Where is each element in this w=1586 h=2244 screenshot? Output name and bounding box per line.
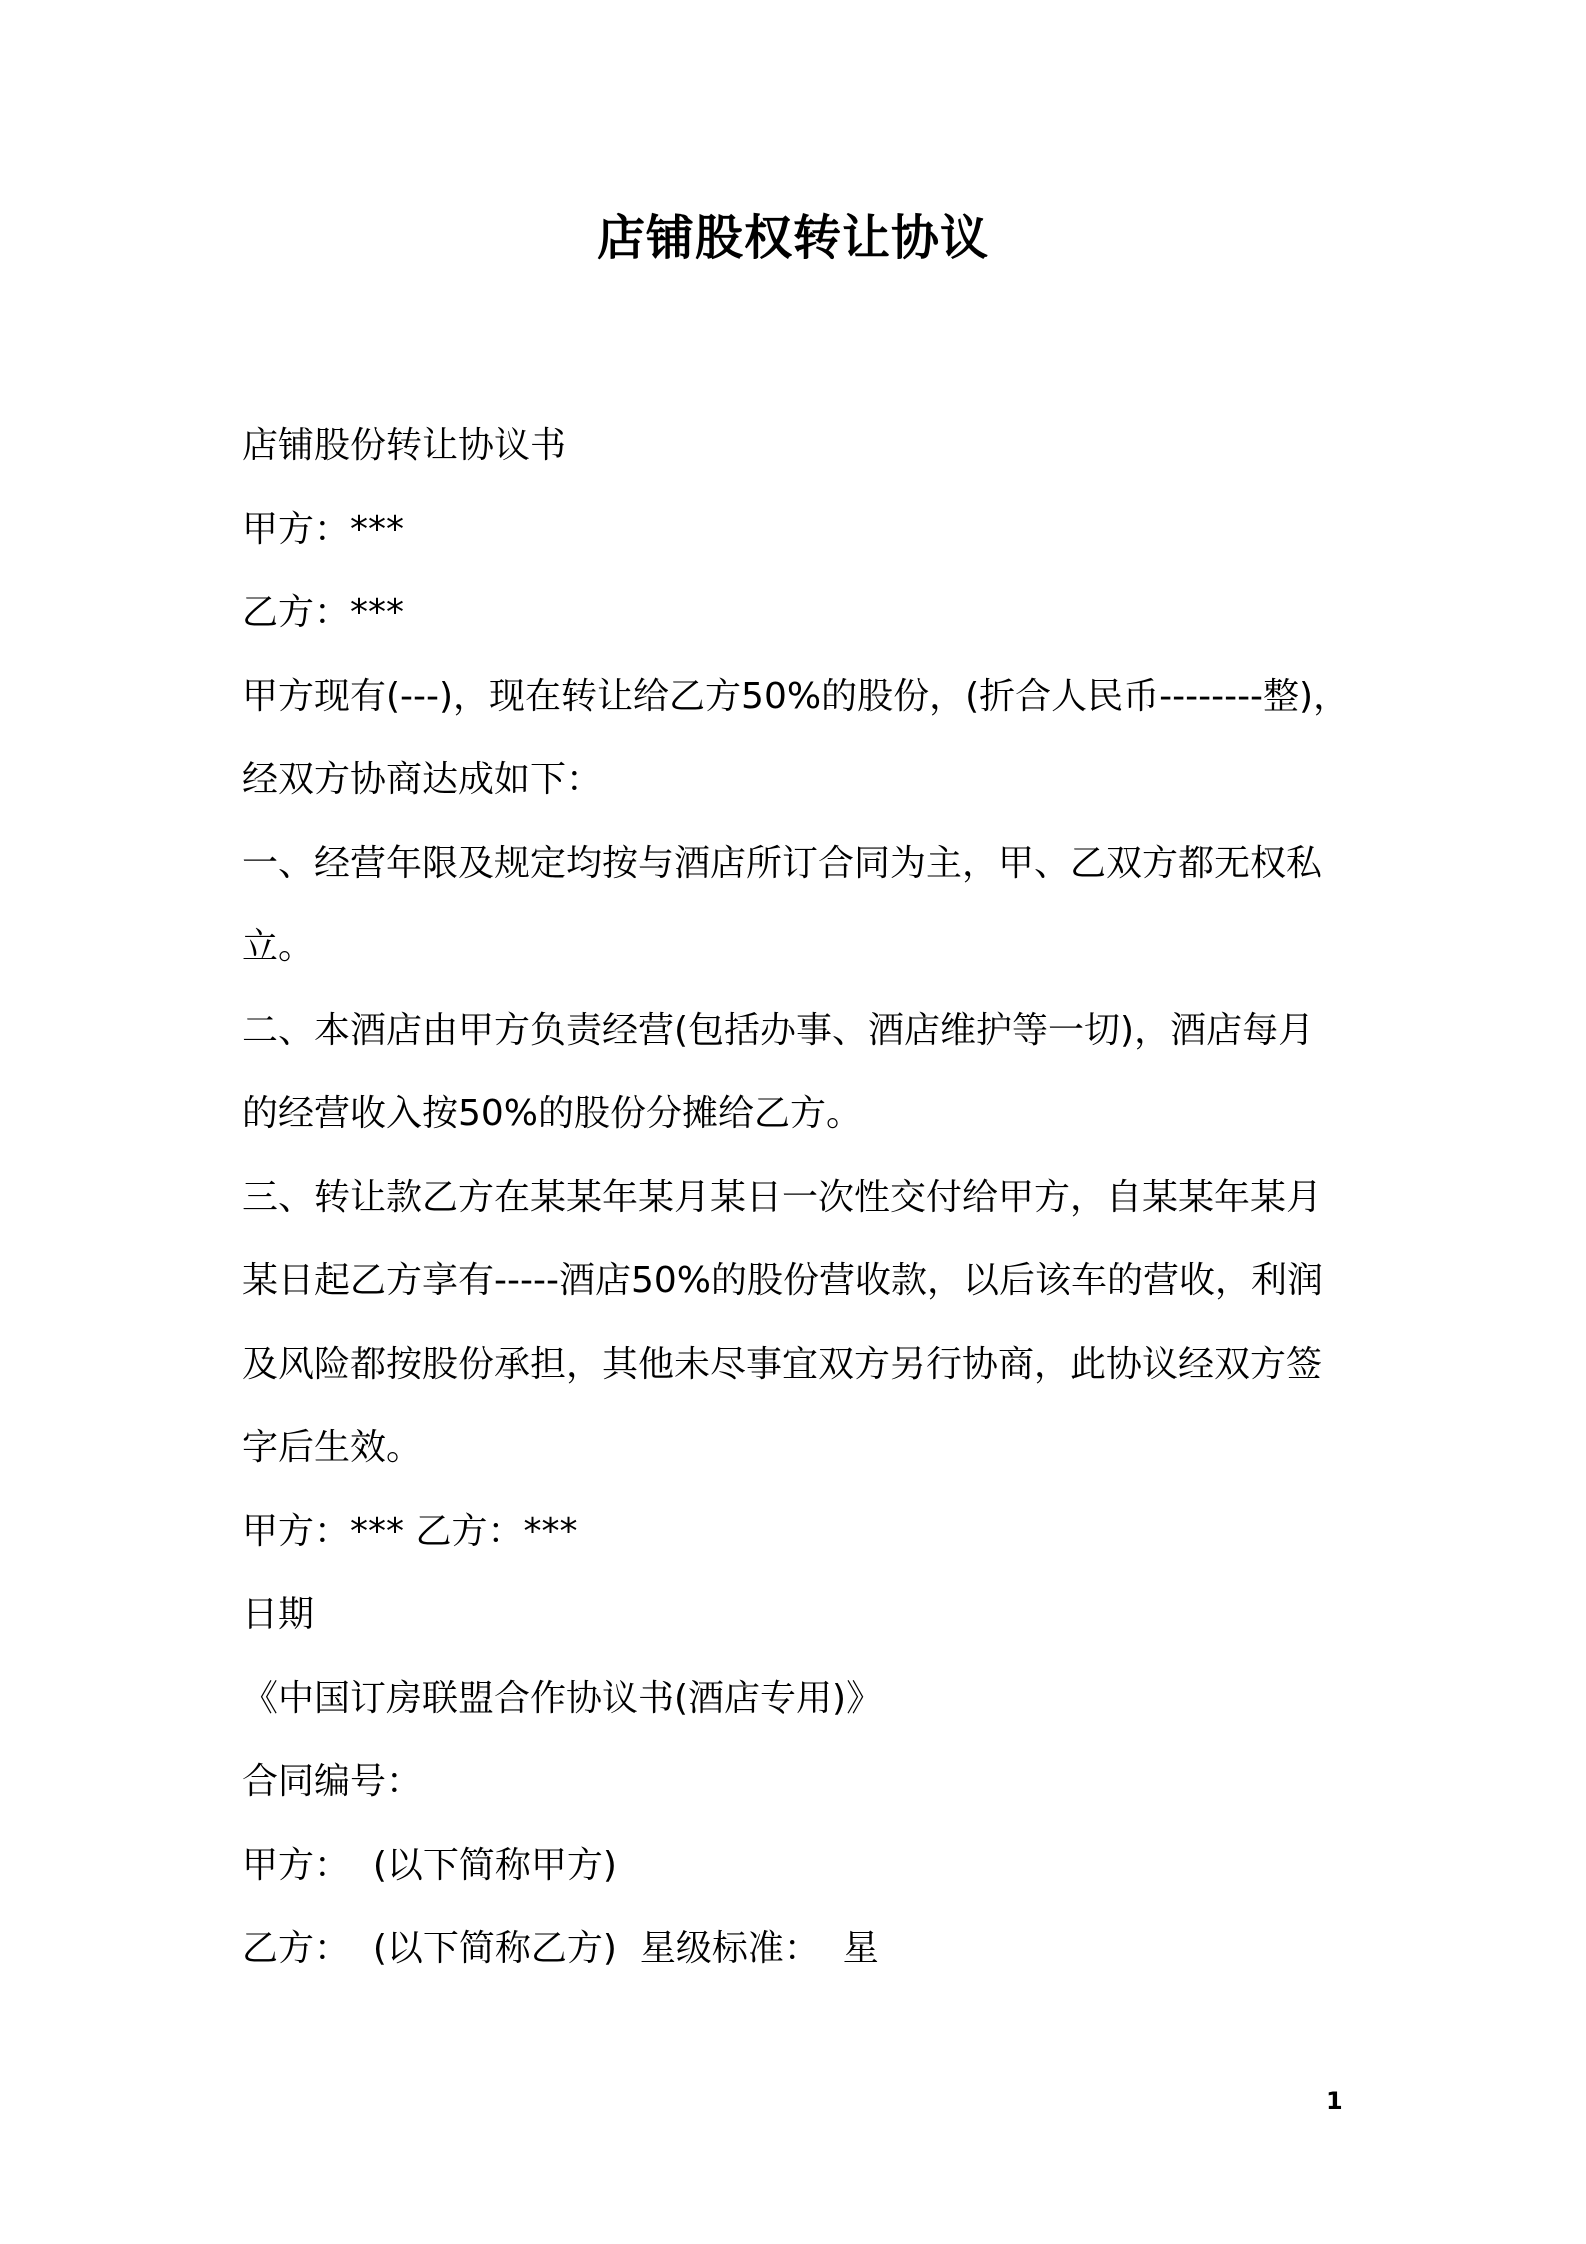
- document-title: 店铺股权转让协议: [596, 210, 989, 266]
- text-line: 甲方：***: [242, 508, 405, 550]
- text-line: 二、本酒店由甲方负责经营(包括办事、酒店维护等一切)，酒店每月: [242, 1009, 1315, 1051]
- text-line: 甲方：*** 乙方：***: [242, 1510, 578, 1552]
- document-body: [242, 404, 1352, 1991]
- text-line: 合同编号：: [242, 1761, 423, 1802]
- text-line: 日期: [242, 1594, 315, 1635]
- text-line: 某日起乙方享有-----酒店50%的股份营收款，以后该车的营收，利润: [242, 1260, 1323, 1301]
- text-line: 及风险都按股份承担，其他未尽事宜双方另行协商，此协议经双方签: [242, 1343, 1323, 1385]
- text-line: 店铺股份转让协议书: [242, 425, 567, 466]
- text-line: 立。: [242, 926, 315, 967]
- text-line: 乙方： (以下简称乙方) 星级标准： 星: [242, 1928, 879, 1969]
- text-line: 乙方：***: [242, 592, 405, 633]
- page-number: 1: [1326, 2087, 1343, 2115]
- text-line: 甲方现有(---)，现在转让给乙方50%的股份，(折合人民币--------整)，: [242, 675, 1350, 717]
- text-line: 字后生效。: [242, 1427, 423, 1468]
- text-line: 甲方： (以下简称甲方): [242, 1844, 617, 1886]
- text-line: 《中国订房联盟合作协议书(酒店专用)》: [242, 1677, 883, 1719]
- text-line: 一、经营年限及规定均按与酒店所订合同为主，甲、乙双方都无权私: [242, 842, 1323, 884]
- text-line: 经双方协商达成如下：: [242, 759, 603, 800]
- text-line: 三、转让款乙方在某某年某月某日一次性交付给甲方，自某某年某月: [242, 1176, 1323, 1218]
- text-line: 的经营收入按50%的股份分摊给乙方。: [242, 1093, 863, 1134]
